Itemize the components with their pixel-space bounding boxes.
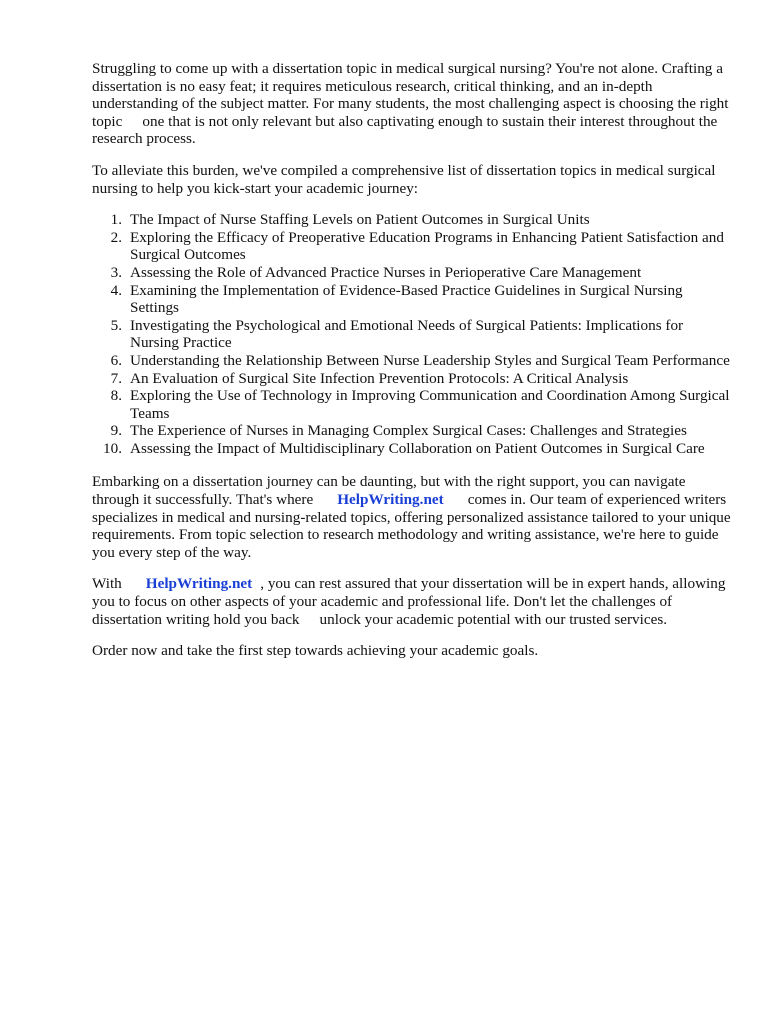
topic-list (92, 211, 732, 457)
support-paragraph (92, 473, 732, 561)
intro-text: Struggling to come up with a dissertation topic in medical surgical nursing? You're not alone. Crafting a dissertation is no easy feat; it requires meticulous research, critical thinking, and an in-depth understanding of the subject matter. For many students, the most challenging aspect is choosing the right topic (92, 60, 729, 130)
list-item-number: 9. (110, 422, 122, 440)
list-item-text: Understanding the Relationship Between Nurse Leadership Styles and Surgical Team Performance (130, 351, 730, 369)
list-item-number: 6. (110, 351, 122, 369)
list-item (92, 229, 732, 264)
document-body (92, 60, 732, 674)
list-item-text: Investigating the Psychological and Emotional Needs of Surgical Patients: Implications for Nursing Practice (130, 316, 684, 352)
call-to-action: Order now and take the first step towards achieving your academic goals. (92, 642, 539, 660)
list-item (92, 387, 732, 422)
list-item (92, 317, 732, 352)
list-item-text: Assessing the Role of Advanced Practice Nurses in Perioperative Care Management (130, 263, 642, 281)
list-item-number: 1. (110, 211, 122, 229)
support-text-continued: comes in. Our team of experienced writers specializes in medical and nursing-related topics, offering personalized assistance tailored to your unique requirements. From topic selection to research methodology and writing assistance, we're here to guide you every step of the way. (92, 491, 731, 561)
support-text: Embarking on a dissertation journey can be daunting, but with the right support, you can navigate through it successfully. That's where (92, 473, 686, 509)
list-item (92, 352, 732, 370)
list-item (92, 211, 732, 229)
list-item-text: An Evaluation of Surgical Site Infection Prevention Protocols: A Critical Analysis (130, 369, 629, 387)
list-item-number: 10. (103, 439, 122, 457)
list-item-number: 3. (110, 263, 122, 281)
list-item-number: 5. (110, 316, 122, 334)
list-item (92, 264, 732, 282)
intro-text-continued: one that is not only relevant but also captivating enough to sustain their interest throughout the research process. (92, 112, 718, 148)
list-item (92, 440, 732, 458)
list-intro-paragraph: To alleviate this burden, we've compiled a comprehensive list of dissertation topics in medical surgical nursing to help you kick-start your academic journey: (92, 161, 716, 197)
list-item-number: 4. (110, 281, 122, 299)
assurance-paragraph (92, 575, 732, 628)
helpwriting-link[interactable]: HelpWriting.net (337, 491, 444, 509)
list-item-text: Exploring the Use of Technology in Improving Communication and Coordination Among Surgical Teams (130, 387, 730, 422)
list-item-text: Assessing the Impact of Multidisciplinary Collaboration on Patient Outcomes in Surgical Care (130, 439, 705, 457)
list-item-text: The Impact of Nurse Staffing Levels on Patient Outcomes in Surgical Units (130, 211, 590, 229)
list-item-text: Exploring the Efficacy of Preoperative Education Programs in Enhancing Patient Satisfaction and Surgical Outcomes (130, 228, 724, 264)
list-item (92, 370, 732, 388)
list-item (92, 422, 732, 440)
list-item-number: 7. (110, 369, 122, 387)
list-item-number: 2. (110, 228, 122, 246)
list-item-number: 8. (110, 387, 122, 405)
intro-paragraph (92, 60, 732, 148)
list-item-text: Examining the Implementation of Evidence-Based Practice Guidelines in Surgical Nursing Settings (130, 281, 683, 317)
assurance-text: , you can rest assured that your dissertation will be in expert hands, allowing you to focus on other aspects of your academic and professional life. Don't let the challenges of dissertation writing hold you back (92, 575, 726, 628)
assurance-text-end: unlock your academic potential with our trusted services. (319, 610, 668, 628)
assurance-text-start: With (92, 575, 122, 593)
helpwriting-link-2[interactable]: HelpWriting.net (145, 575, 253, 593)
list-item (92, 282, 732, 317)
list-item-text: The Experience of Nurses in Managing Complex Surgical Cases: Challenges and Strategies (130, 422, 687, 440)
